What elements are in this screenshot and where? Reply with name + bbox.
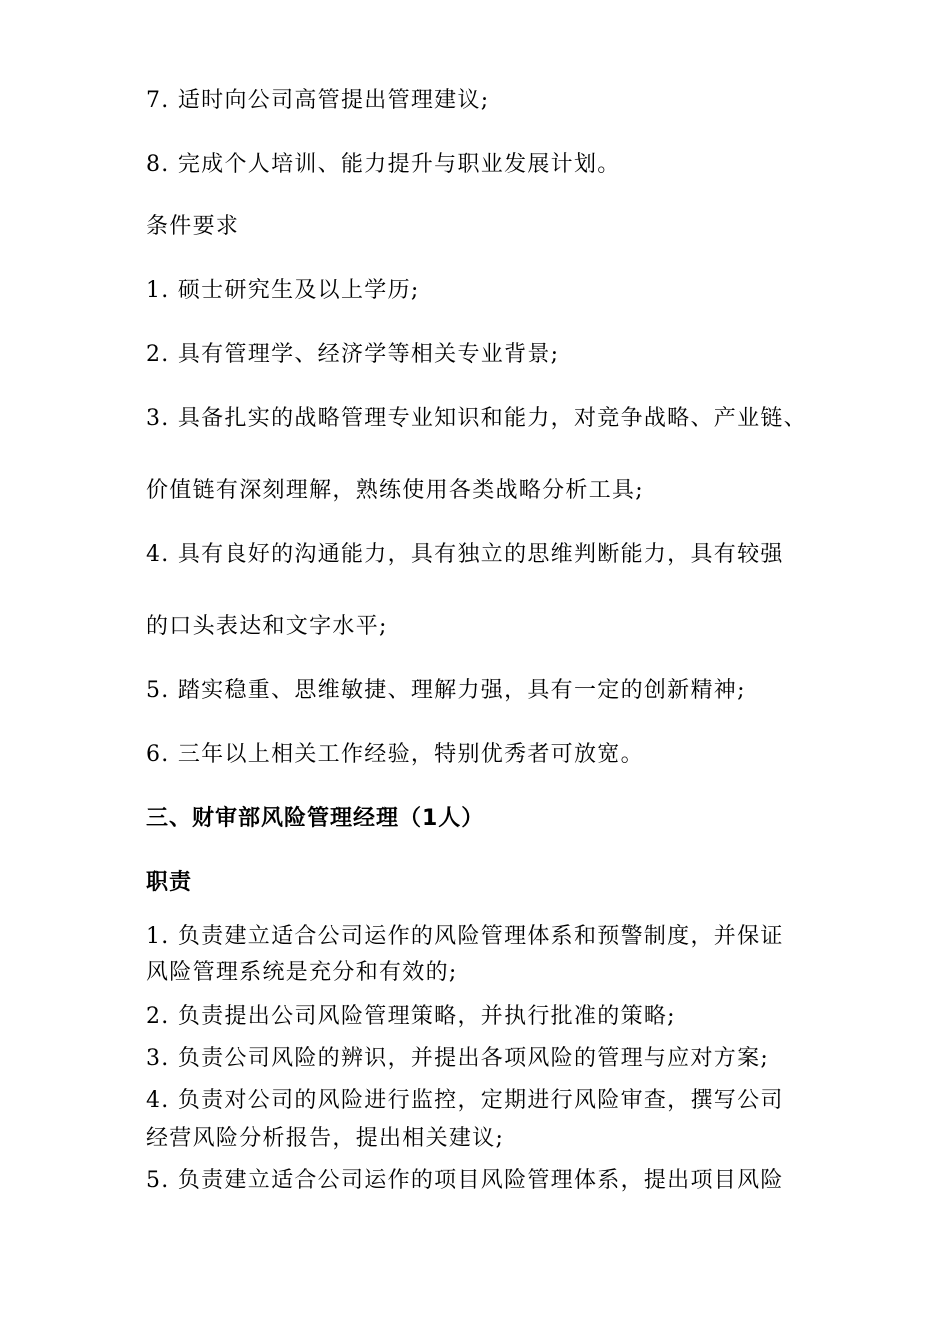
requirements-heading: 条件要求: [146, 214, 240, 239]
duties-heading: 职责: [146, 870, 193, 895]
risk-duty-item-1: 1. 负责建立适合公司运作的风险管理体系和预警制度，并保证: [146, 924, 784, 949]
requirement-item-3-continued: 价值链有深刻理解，熟练使用各类战略分析工具;: [146, 478, 645, 503]
risk-duty-item-1-continued: 风险管理系统是充分和有效的;: [146, 960, 458, 985]
risk-duty-item-4-continued: 经营风险分析报告，提出相关建议;: [146, 1126, 505, 1151]
requirement-item-4-continued: 的口头表达和文字水平;: [146, 614, 388, 639]
requirement-item-4: 4. 具有良好的沟通能力，具有独立的思维判断能力，具有较强: [146, 542, 784, 567]
requirement-item-5: 5. 踏实稳重、思维敏捷、理解力强，具有一定的创新精神;: [146, 678, 746, 703]
risk-duty-item-3: 3. 负责公司风险的辨识，并提出各项风险的管理与应对方案;: [146, 1046, 770, 1071]
risk-duty-item-5: 5. 负责建立适合公司运作的项目风险管理体系，提出项目风险: [146, 1168, 784, 1193]
duty-item-8: 8. 完成个人培训、能力提升与职业发展计划。: [146, 152, 621, 177]
requirement-item-1: 1. 硕士研究生及以上学历;: [146, 278, 420, 303]
requirement-item-3: 3. 具备扎实的战略管理专业知识和能力，对竞争战略、产业链、: [146, 406, 807, 431]
requirement-item-6: 6. 三年以上相关工作经验，特别优秀者可放宽。: [146, 742, 644, 767]
section-heading: 三、财审部风险管理经理（1人）: [146, 806, 485, 831]
requirement-item-2: 2. 具有管理学、经济学等相关专业背景;: [146, 342, 560, 367]
duty-item-7: 7. 适时向公司高管提出管理建议;: [146, 88, 490, 113]
risk-duty-item-4: 4. 负责对公司的风险进行监控，定期进行风险审查，撰写公司: [146, 1088, 784, 1113]
risk-duty-item-2: 2. 负责提出公司风险管理策略，并执行批准的策略;: [146, 1004, 676, 1029]
